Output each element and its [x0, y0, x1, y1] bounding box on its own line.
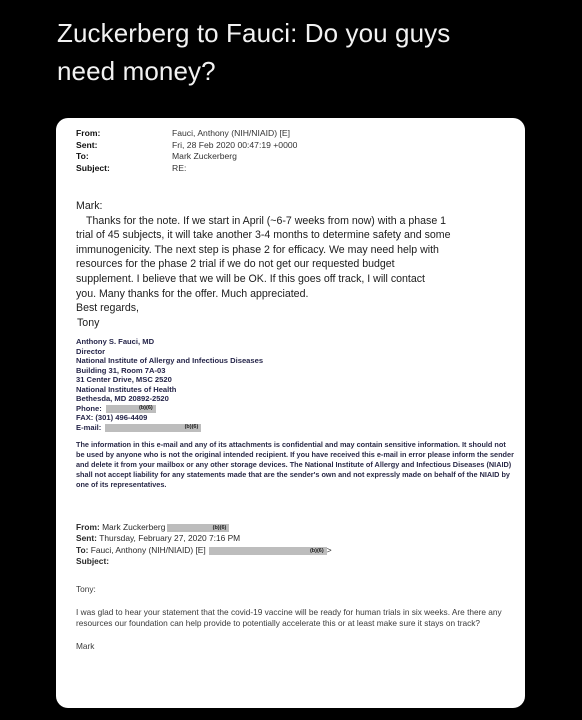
fwd-to-label: To:	[76, 544, 89, 555]
sig-org: National Institute of Allergy and Infectious Diseases	[76, 356, 264, 366]
fwd-from-redaction	[167, 524, 229, 532]
fwd-to-redaction-code: (b)(6)	[309, 547, 324, 554]
fwd-from-label: From:	[76, 522, 100, 532]
header-sent-row	[76, 140, 297, 152]
sig-name: Anthony S. Fauci, MD	[76, 337, 155, 346]
reply-line-6: you. Many thanks for the offer. Much appreciated.	[76, 287, 309, 300]
sig-street: 31 Center Drive, MSC 2520	[76, 375, 172, 385]
original-text: I was glad to hear your statement that the covid-19 vaccine will be ready for human trials in six weeks. Are there any resources our foundation can help provide to potentially accelerate this or at least make sure it stays on track?	[76, 607, 502, 628]
confidentiality-disclaimer: The information in this e-mail and any of its attachments is confidential and may contain sensitive information. It should not be used by anyone who is not the original intended recipient. If you have received this e-mail in error please inform the sender and delete it from your mailbox or any other storage devices. The National Institute of Allergy and Infectious Diseases (NIAID) shall not accept liability for any statements made that are the sender's own and not expressly made on behalf of the NIAID by one of its representatives.	[76, 440, 514, 489]
sig-city: Bethesda, MD 20892-2520	[76, 394, 169, 404]
header-from-row	[76, 128, 297, 140]
sig-phone-row	[76, 404, 516, 414]
reply-line-3: immunogenicity. The next step is phase 2 for efficacy. We may need help with	[76, 243, 439, 256]
headline	[57, 14, 557, 90]
header-subject-row	[76, 163, 297, 175]
fwd-subject-label: Subject:	[76, 556, 110, 567]
fwd-from-row	[76, 522, 516, 533]
to-label: To:	[76, 151, 89, 161]
reply-body	[76, 199, 516, 330]
header-to-row	[76, 151, 297, 163]
subject-value: RE:	[172, 162, 187, 173]
from-value: Fauci, Anthony (NIH/NIAID) [E]	[172, 128, 290, 138]
email-redaction	[105, 424, 201, 432]
sent-value: Fri, 28 Feb 2020 00:47:19 +0000	[172, 139, 298, 150]
fwd-to-suffix: >	[326, 544, 332, 555]
to-value: Mark Zuckerberg	[172, 151, 237, 161]
sig-email-row	[76, 423, 516, 433]
phone-redaction-code: (b)(6)	[138, 404, 153, 411]
fwd-subject-row	[76, 556, 516, 567]
original-signoff: Mark	[76, 641, 95, 651]
fwd-to-redaction	[209, 547, 327, 555]
reply-line-5: supplement. I believe that we will be OK. If this goes off track, I will contact	[76, 272, 425, 285]
headline-line-1: Zuckerberg to Fauci: Do you guys	[57, 18, 451, 48]
email-document	[56, 118, 525, 708]
fwd-sent-value: Thursday, February 27, 2020 7:16 PM	[99, 533, 241, 544]
reply-name: Tony	[77, 316, 100, 329]
fwd-from-value: Mark Zuckerberg	[102, 522, 166, 532]
original-greeting: Tony:	[76, 584, 96, 594]
subject-label: Subject:	[76, 162, 110, 173]
signature-block	[76, 337, 516, 432]
sig-phone-label: Phone:	[76, 403, 102, 413]
fwd-sent-row	[76, 533, 516, 544]
reply-line-2: trial of 45 subjects, it will take another 3-4 months to determine safety and some	[76, 229, 451, 242]
sig-fax: FAX: (301) 496-4409	[76, 413, 148, 423]
fwd-to-value: Fauci, Anthony (NIH/NIAID) [E]	[90, 544, 206, 555]
fwd-from-redaction-code: (b)(6)	[212, 524, 227, 531]
reply-greeting: Mark:	[76, 200, 103, 212]
reply-line-4: resources for the phase 2 trial if we do not get our requested budget	[76, 258, 395, 271]
sig-email-label: E-mail:	[76, 422, 102, 432]
phone-redaction	[106, 405, 156, 413]
email-redaction-code: (b)(6)	[184, 423, 199, 430]
sig-building: Building 31, Room 7A-03	[76, 365, 166, 375]
reply-closing: Best regards,	[76, 302, 140, 315]
from-label: From:	[76, 128, 101, 138]
fwd-to-row	[76, 545, 516, 556]
sig-title: Director	[76, 346, 106, 356]
fwd-sent-label: Sent:	[76, 533, 97, 544]
headline-line-2: need money?	[57, 56, 216, 86]
email-header	[76, 128, 297, 174]
original-message-header	[76, 522, 516, 568]
reply-line-1: Thanks for the note. If we start in April (~6-7 weeks from now) with a phase 1	[86, 214, 447, 227]
sig-institutes: National Institutes of Health	[76, 384, 177, 394]
original-message-body	[76, 584, 516, 664]
sent-label: Sent:	[76, 139, 98, 150]
